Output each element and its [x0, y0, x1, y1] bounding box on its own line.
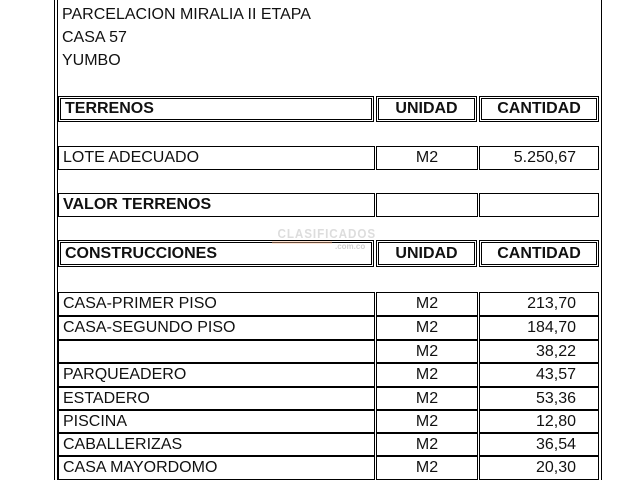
construcciones-qty-header: CANTIDAD — [479, 240, 599, 267]
table-row-qty: 53,36 — [479, 387, 599, 410]
lote-unit: M2 — [376, 146, 478, 170]
table-row-unit: M2 — [376, 387, 478, 410]
valor-terrenos-qty — [479, 193, 599, 217]
frame-left-line — [54, 0, 55, 480]
table-row-unit: M2 — [376, 292, 478, 316]
frame-right-line — [601, 0, 602, 480]
watermark-bar — [272, 241, 332, 244]
terrenos-qty-header: CANTIDAD — [479, 96, 599, 122]
table-row-label: PARQUEADERO — [58, 363, 375, 387]
table-row-label — [58, 340, 375, 363]
table-row-qty: 20,30 — [479, 456, 599, 480]
project-title: PARCELACION MIRALIA II ETAPA — [62, 6, 311, 23]
table-row-label: CASA-SEGUNDO PISO — [58, 316, 375, 340]
valor-terrenos-unit — [376, 193, 478, 217]
table-row-unit: M2 — [376, 433, 478, 456]
terrenos-unit-header: UNIDAD — [376, 96, 477, 122]
table-row-unit: M2 — [376, 410, 478, 433]
table-row-qty: 43,57 — [479, 363, 599, 387]
watermark-domain: .com.co — [335, 242, 366, 251]
construcciones-title: CONSTRUCCIONES — [58, 240, 374, 267]
table-row-label: CASA-PRIMER PISO — [58, 292, 375, 316]
table-row-label: CABALLERIZAS — [58, 433, 375, 456]
location: YUMBO — [62, 52, 121, 69]
construcciones-unit-header: UNIDAD — [376, 240, 477, 267]
terrenos-title: TERRENOS — [58, 96, 374, 122]
house-number: CASA 57 — [62, 29, 127, 46]
watermark-logo: CLASIFICADOS — [277, 226, 377, 241]
table-row-qty: 36,54 — [479, 433, 599, 456]
lote-qty: 5.250,67 — [479, 146, 599, 170]
table-row-qty: 12,80 — [479, 410, 599, 433]
table-row-label: ESTADERO — [58, 387, 375, 410]
lote-label: LOTE ADECUADO — [58, 146, 375, 170]
valor-terrenos-label: VALOR TERRENOS — [58, 193, 375, 217]
table-row-unit: M2 — [376, 456, 478, 480]
table-row-qty: 184,70 — [479, 316, 599, 340]
table-row-unit: M2 — [376, 316, 478, 340]
table-row-qty: 38,22 — [479, 340, 599, 363]
table-row-unit: M2 — [376, 363, 478, 387]
table-row-label: PISCINA — [58, 410, 375, 433]
table-row-unit: M2 — [376, 340, 478, 363]
table-row-label: CASA MAYORDOMO — [58, 456, 375, 480]
table-row-qty: 213,70 — [479, 292, 599, 316]
